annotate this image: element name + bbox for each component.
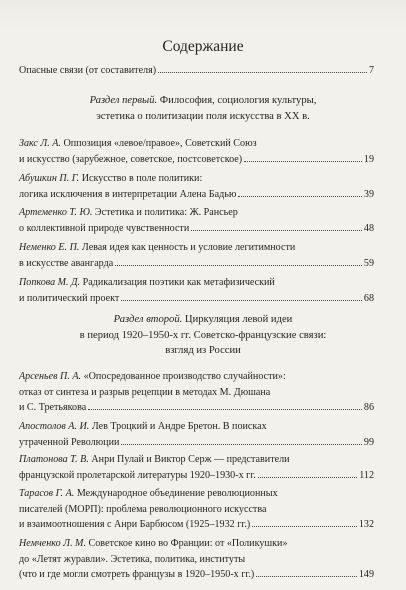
entry-title-line: до «Летят журавли». Эстетика, политика, институты <box>19 553 246 565</box>
entry-author: Тарасов Г. А. <box>19 488 75 499</box>
page-number: 86 <box>363 402 374 413</box>
section-title-line: Философия, социология культуры, <box>157 95 317 106</box>
entry-author: Попкова М. Д. <box>19 277 81 288</box>
entry-title-line: Эстетика и политика: Ж. Рансьер <box>92 207 238 218</box>
toc-entry <box>19 452 374 483</box>
section-title-line: эстетика о политизации поля искусства в XX в. <box>96 110 310 122</box>
toc-entry <box>19 171 374 202</box>
page-number: 149 <box>358 569 374 580</box>
dot-leader <box>252 523 357 527</box>
section-heading <box>0 93 406 124</box>
entry-author: Неменко Е. П. <box>19 242 80 253</box>
entry-author: Абушкин П. Г. <box>19 173 80 184</box>
toc-entry <box>19 419 374 450</box>
entry-author: Немченко Л. М. <box>19 538 86 549</box>
entry-title-line: о коллективной природе чувственности <box>19 222 190 234</box>
entry-title-line: «Опосредованное производство случайности»: <box>81 371 286 382</box>
dot-leader <box>121 441 362 445</box>
dot-leader <box>191 227 362 231</box>
page-number: 19 <box>363 153 374 165</box>
toc-entry <box>19 275 374 306</box>
entry-title-line: и С. Третьякова <box>19 402 87 413</box>
entry-title-line: Лев Троцкий и Андре Бретон. В поисках <box>89 421 267 432</box>
entry-title-line: Левая идея как ценность и условие легитимности <box>79 242 296 253</box>
entry-title-line: и искусство (зарубежное, советское, постсоветское) <box>19 153 243 165</box>
dot-leader <box>258 474 357 478</box>
entry-author: Артеменко Т. Ю. <box>19 207 93 218</box>
page-number: 112 <box>359 469 374 481</box>
entry-title-line: в искусстве авангарда <box>19 257 114 269</box>
entry-title-line: отказ от синтеза и разрыв рецепции в методах М. Дюшана <box>19 386 271 398</box>
entry-title-line: и взаимоотношения с Анри Барбюсом (1925–1932 гг.) <box>19 519 251 530</box>
page-number: 132 <box>358 519 374 530</box>
entry-title-line: Искусство в поле политики: <box>79 173 203 184</box>
page-number: 39 <box>363 188 374 200</box>
bleed-through-area <box>0 0 406 30</box>
dot-leader <box>158 69 367 73</box>
dot-leader <box>244 158 362 162</box>
entry-title-line: и политический проект <box>19 292 120 304</box>
entry-author: Платонова Т. В. <box>19 454 89 465</box>
page-number: 7 <box>368 65 374 76</box>
entry-title-line: Радикализация поэтики как метафизический <box>80 277 275 288</box>
entry-title-line: Опасные связи (от составителя) <box>19 65 157 76</box>
entry-title-line: (что и где могли смотреть французы в 1920–1950-х гг.) <box>19 569 255 580</box>
entry-title-line: писателей (МОРП): проблема революционного искусства <box>19 503 267 515</box>
entry-title-line: Советское кино во Франции: от «Поликушки» <box>85 538 288 549</box>
dot-leader <box>115 262 362 266</box>
toc-entry <box>19 486 374 533</box>
section-title-line: Циркуляция левой идеи <box>182 314 293 325</box>
dot-leader <box>121 297 362 301</box>
toc-entry <box>19 240 374 271</box>
page-number: 68 <box>363 292 374 304</box>
dot-leader <box>256 573 357 577</box>
toc-entry <box>19 536 374 583</box>
dot-leader <box>88 406 362 410</box>
entry-author: Апостолов А. И. <box>19 421 90 432</box>
entry-title-line: логика исключения в интерпретации Алена Бадью <box>19 188 237 200</box>
entry-title-line: Анри Пулай и Виктор Серж — представители <box>88 454 290 465</box>
entry-title-line: французской пролетарской литературы 1920–1930-х гг. <box>19 469 256 481</box>
dot-leader <box>238 193 362 197</box>
section-label: Раздел первый. <box>89 95 158 106</box>
entry-title-line: Международное объединение революционных <box>74 488 278 499</box>
entry-author: Арсеньев П. А. <box>19 371 82 382</box>
page-number: 99 <box>363 436 374 448</box>
toc-entry <box>19 369 374 416</box>
page-number: 48 <box>363 222 374 234</box>
page-number: 59 <box>363 257 374 269</box>
entry-author: Закс Л. А. <box>19 138 61 149</box>
section-title-line: в период 1920–1950-х гг. Советско-французские связи: <box>79 329 327 341</box>
page-title: Содержание <box>162 38 244 55</box>
toc-entry <box>19 136 374 167</box>
section-heading <box>0 312 406 359</box>
toc-entry <box>19 205 374 236</box>
section-label: Раздел второй. <box>113 314 183 325</box>
section-title-line: взгляд из России <box>165 345 241 356</box>
entry-title-line: утраченной Революции <box>19 436 120 448</box>
toc-entry <box>19 63 374 79</box>
entry-title-line: Оппозиция «левое/правое», Советский Союз <box>60 138 257 149</box>
